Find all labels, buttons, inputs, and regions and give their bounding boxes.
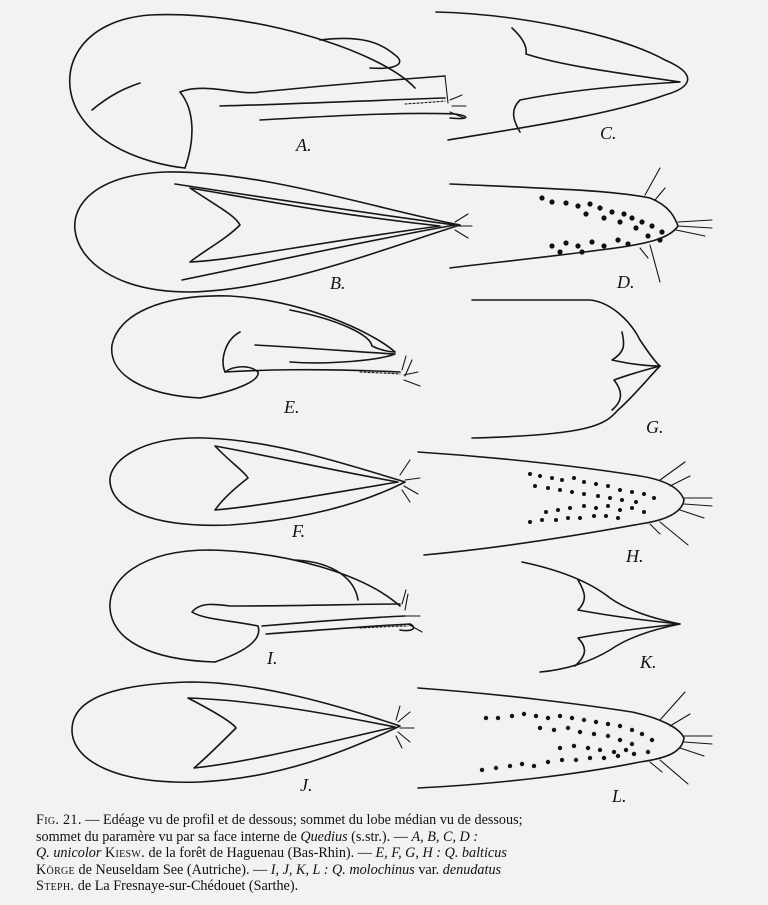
label-f: F. [292,521,306,541]
label-c: C. [600,123,617,143]
caption-line-4: Körge de Neuseldam See (Autriche). — I, J, K, L : Q. molochinus var. denudatus [36,861,502,878]
drawing-g [472,300,664,438]
species-name: Q. unicolor [36,845,102,862]
fig-label: Fig. 21. [36,812,82,828]
label-a: A. [296,135,312,155]
caption-line-3: Q. unicolor Kiesw. de la forêt de Haguenau (Bas-Rhin). — E, F, G, H : Q. balticus [36,845,507,862]
label-k: K. [640,652,657,672]
caption-line-5: Steph. de La Fresnaye-sur-Chédouet (Sarthe). [36,878,299,895]
drawing-a [70,15,466,168]
drawing-d [450,168,712,292]
drawing-f [110,438,420,541]
drawing-l [418,688,712,805]
drawing-j [72,682,414,795]
label-l: L. [612,786,627,805]
drawing-k [522,562,680,672]
setae-dots-d [539,195,664,254]
label-g: G. [646,417,664,437]
drawing-b [75,172,472,293]
genus-name: Quedius [300,828,348,845]
label-h: H. [626,546,644,566]
label-b: B. [330,273,346,293]
setae-dots-l [480,712,654,772]
drawing-h [418,452,712,566]
caption-line-2: sommet du paramère vu par sa face interne de Quedius (s.str.). — A, B, C, D : [36,828,479,845]
label-e: E. [284,397,300,417]
setae-dots-h [528,472,656,524]
drawing-e [112,296,420,417]
drawing-i [110,550,422,668]
caption-line-1: Fig. 21. — Edéage vu de profil et de dessous; sommet du lobe médian vu de dessous; [36,812,523,828]
label-i: I. [267,648,278,668]
label-d: D. [617,272,635,292]
label-j: J. [300,775,313,795]
figure-caption [36,812,758,895]
drawing-c [436,12,688,143]
